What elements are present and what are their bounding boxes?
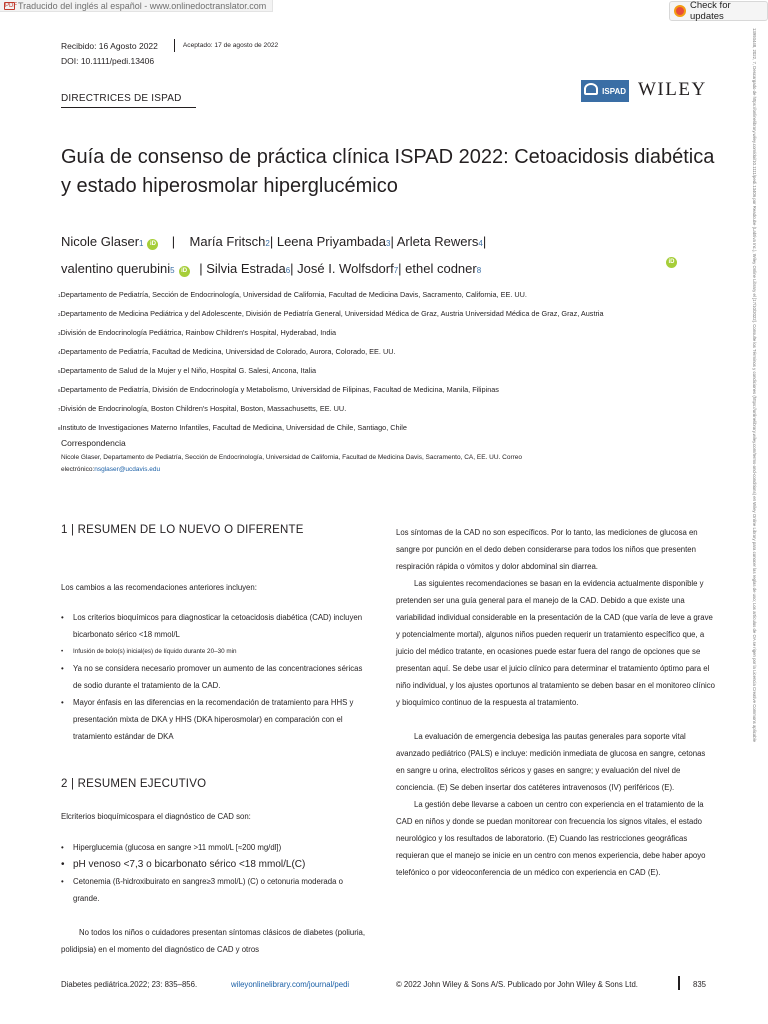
affiliation-text: Departamento de Pediatría, División de Endocrinología y Metabolismo, Universidad de Filipinas, Facultad de Medicina, Manila, Filipinas: [60, 385, 499, 394]
section-intro: Los cambios a las recomendaciones anteriores incluyen:: [61, 583, 257, 592]
left-column: [61, 524, 371, 958]
affiliation-item: [58, 399, 738, 418]
bullet-item: • Los criterios bioquímicos para diagnosticar la cetoacidosis diabética (CAD) incluyen bicarbonato sérico <18 mmol/L: [61, 609, 371, 643]
affiliation-item: [58, 361, 738, 380]
author-name[interactable]: ethel codner: [405, 261, 477, 276]
author-list: Nicole Glaser1 iD | María Fritsch2| Leena Priyambada3| Arleta Rewers4| valentino querubini5 iD | Silvia Estrada6| José I. Wolfsdorf7| ethel codner8: [61, 234, 487, 276]
side-note-text: 13993448, 2022, 7, Descargado de https://onlinelibrary.wiley.com/doi/10.1111/pedi.13406 por Readcube (Labtiva Inc.), Wiley Online Library el [17/10/2022]. Consulte los Términos y condiciones (https://onlinelibrary.wiley.com/terms-and-conditions) en Wiley Online Library para conocer las reglas de uso; Los artículos de OA se rigen por la Licencia Creative Commons aplicable: [752, 28, 757, 742]
accepted-date: Aceptado: 17 de agosto de 2022: [182, 42, 279, 49]
affiliation-item: [58, 342, 738, 361]
affiliation-number: 3: [58, 331, 61, 336]
bullet-item: • Ya no se considera necesario promover un aumento de las concentraciones séricas de sodio durante el tratamiento de la CAD.: [61, 660, 371, 694]
correspondence-label: Correspondencia: [61, 438, 126, 448]
orcid-icon[interactable]: iD: [666, 257, 677, 268]
article-title: Guía de consenso de práctica clínica ISPAD 2022: Cetoacidosis diabética y estado hiperosmolar hiperglucémico: [61, 146, 715, 197]
affiliation-text: Departamento de Medicina Pediátrica y del Adolescente, División de Pediatría General, Universidad Médica de Graz, Austria Universidad Médica de Graz, Graz, Austria: [60, 309, 604, 318]
affiliation-text: Departamento de Salud de la Mujer y el Niño, Hospital G. Salesi, Ancona, Italia: [60, 366, 317, 375]
crossmark-icon: [674, 5, 686, 17]
bullet-item: • pH venoso <7,3 o bicarbonato sérico <18 mmol/L(C): [61, 856, 371, 873]
correspondence-text: [61, 452, 621, 476]
received-accepted-row: [61, 39, 278, 52]
translator-banner[interactable]: [0, 0, 273, 12]
translator-icon: PDF: [5, 2, 17, 9]
journal-link[interactable]: wileyonlinelibrary.com/journal/pedi: [231, 980, 350, 989]
author-name[interactable]: María Fritsch: [189, 234, 266, 249]
author-name[interactable]: Silvia Estrada: [206, 261, 286, 276]
bullet-item: • Infusión de bolo(s) inicial(es) de líquido durante 20–30 min: [61, 643, 371, 660]
affiliation-item: [58, 304, 738, 323]
body-paragraph: La evaluación de emergencia debesiga las pautas generales para soporte vital avanzado pediátrico (PALS) e incluye: medición inmediata de glucosa en sangre, cetonas en sangre u orina, electrolitos séricos y gases en sangre; y evaluación del nivel de conciencia. (E) Se deben insertar dos catéteres intravenosos (IV) periféricos (E).: [396, 732, 706, 792]
author-affil-number: 4: [478, 239, 483, 248]
author-affil-number: 2: [265, 239, 270, 248]
correspondence-email-link[interactable]: nsglaser@ucdavis.edu: [94, 466, 161, 473]
author-name[interactable]: Leena Priyambada: [276, 234, 386, 249]
check-for-updates-button[interactable]: [669, 1, 768, 21]
bullet-item: • Hiperglucemia (glucosa en sangre >11 mmol/L [≈200 mg/dl]): [61, 839, 371, 856]
author-affil-number: 6: [285, 266, 291, 275]
body-paragraph: La gestión debe llevarse a caboen un centro con experiencia en el tratamiento de la CAD en niños y donde se puedan monitorear con frecuencia los signos vitales, el estado neurológico y los resultados de laboratorio. (E) Cuando las restricciones geográficas requieran que el manejo se inicie en un centro con menos experiencia, debe haber apoyo telefónico o por videoconferencia de un médico con experiencia en CAD (E).: [396, 800, 706, 877]
affiliation-text: Departamento de Pediatría, Facultad de Medicina, Universidad de Colorado, Aurora, Colorado, EE. UU.: [60, 347, 396, 356]
affiliation-number: 4: [58, 350, 61, 355]
author-name[interactable]: valentino querubini: [61, 261, 171, 276]
orcid-icon[interactable]: iD: [179, 266, 190, 277]
correspondence-body: Nicole Glaser, Departamento de Pediatría, Sección de Endocrinología, Universidad de California, Facultad de Medicina Davis, Sacramento, CA, EE. UU. Correo electrónico:: [61, 454, 523, 473]
section-tag: DIRECTRICES DE ISPAD: [61, 93, 196, 108]
author-affil-number: 3: [385, 239, 391, 248]
orcid-icon[interactable]: iD: [147, 239, 158, 250]
affiliations: [58, 285, 738, 437]
footer-divider: [678, 976, 680, 990]
author-name[interactable]: Nicole Glaser: [61, 234, 140, 249]
ispad-logo-icon: [584, 83, 598, 95]
body-paragraph: Las siguientes recomendaciones se basan en la evidencia actualmente disponible y pretenden ser una guía general para el manejo de la CAD. Debido a que existe una variabilidad individual considerable en la presentación de la CAD (que varía de leve a grave y potencialmente mortal), algunos niños pueden requerir un tratamiento específico que, a juicio del médico tratante, en ocasiones puede estar fuera del rango de opciones que se presentan aquí. Se debe usar el juicio clínico para determinar el tratamiento óptimo para el niño individual, y los ajustes oportunos al tratamiento se deben basar en el monitoreo clínico y bioquímico continuo de la respuesta al tratamiento.: [396, 579, 715, 707]
side-download-note: [747, 28, 759, 988]
affiliation-number: 2: [58, 312, 61, 317]
received-date: Recibido: 16 Agosto 2022: [61, 40, 158, 51]
author-affil-number: 8: [476, 266, 482, 275]
page-number: 835: [693, 980, 707, 989]
doi[interactable]: DOI: 10.1111/pedi.13406: [61, 56, 155, 66]
author-affil-number: 5: [170, 266, 175, 275]
author-affil-number: 7: [393, 266, 399, 275]
affiliation-item: [58, 323, 738, 342]
translator-text[interactable]: Traducido del inglés al español - www.onlinedoctranslator.com: [18, 0, 267, 11]
section-heading: 2 | RESUMEN EJECUTIVO: [61, 778, 207, 790]
affiliation-number: 7: [58, 407, 61, 412]
affiliation-number: 1: [58, 293, 61, 298]
section-intro: Elcriterios bioquímicospara el diagnóstico de CAD son:: [61, 812, 251, 821]
divider: [174, 39, 175, 52]
body-paragraph: Los síntomas de la CAD no son específicos. Por lo tanto, las mediciones de glucosa en sangre por punción en el dedo deben considerarse para todos los niños que presenten respiración rápida o vómitos y dolor abdominal sin diarrea.: [396, 528, 698, 571]
author-name[interactable]: José I. Wolfsdorf: [297, 261, 394, 276]
body-paragraph: No todos los niños o cuidadores presentan síntomas clásicos de diabetes (poliuria, polidipsia) en el momento del diagnóstico de CAD y otros: [61, 928, 366, 954]
author-affil-number: 1: [139, 239, 144, 248]
right-column: [396, 524, 716, 881]
ispad-logo: [581, 80, 629, 102]
copyright: © 2022 John Wiley & Sons A/S. Publicado por John Wiley & Sons Ltd.: [396, 980, 638, 989]
affiliation-number: 6: [58, 388, 61, 393]
ispad-logo-text: ISPAD: [602, 86, 626, 96]
affiliation-text: División de Endocrinología, Boston Children's Hospital, Boston, Massachusetts, EE. UU.: [60, 404, 347, 413]
bullet-list: [61, 609, 371, 745]
page-footer: [61, 978, 711, 992]
bullet-item: • Cetonemia (ß-hidroxibuirato en sangre≥3 mmol/L) (C) o cetonuria moderada o grande.: [61, 873, 371, 907]
wiley-logo: WILEY: [638, 79, 707, 100]
journal-citation: Diabetes pediátrica.2022; 23: 835–856.: [61, 980, 198, 989]
affiliation-number: 8: [58, 426, 61, 431]
check-updates-label: Check for updates: [689, 0, 731, 22]
section-heading: 1 | RESUMEN DE LO NUEVO O DIFERENTE: [61, 524, 304, 536]
bullet-item: • Mayor énfasis en las diferencias en la recomendación de tratamiento para HHS y presentación mixta de DKA y HHS (DKA hiperosmolar) en comparación con el tratamiento estándar de DKA: [61, 694, 371, 745]
affiliation-item: [58, 285, 738, 304]
affiliation-text: Departamento de Pediatría, Sección de Endocrinología, Universidad de California, Facultad de Medicina Davis, Sacramento, California, EE. UU.: [60, 290, 527, 299]
affiliation-number: 5: [58, 369, 61, 374]
author-name[interactable]: Arleta Rewers: [396, 234, 479, 249]
affiliation-text: División de Endocrinología Pediátrica, Rainbow Children's Hospital, Hyderabad, India: [60, 328, 337, 337]
affiliation-text: Instituto de Investigaciones Materno Infantiles, Facultad de Medicina, Universidad de Chile, Santiago, Chile: [60, 423, 407, 432]
bullet-list: [61, 839, 371, 907]
affiliation-item: [58, 418, 738, 437]
affiliation-item: [58, 380, 738, 399]
